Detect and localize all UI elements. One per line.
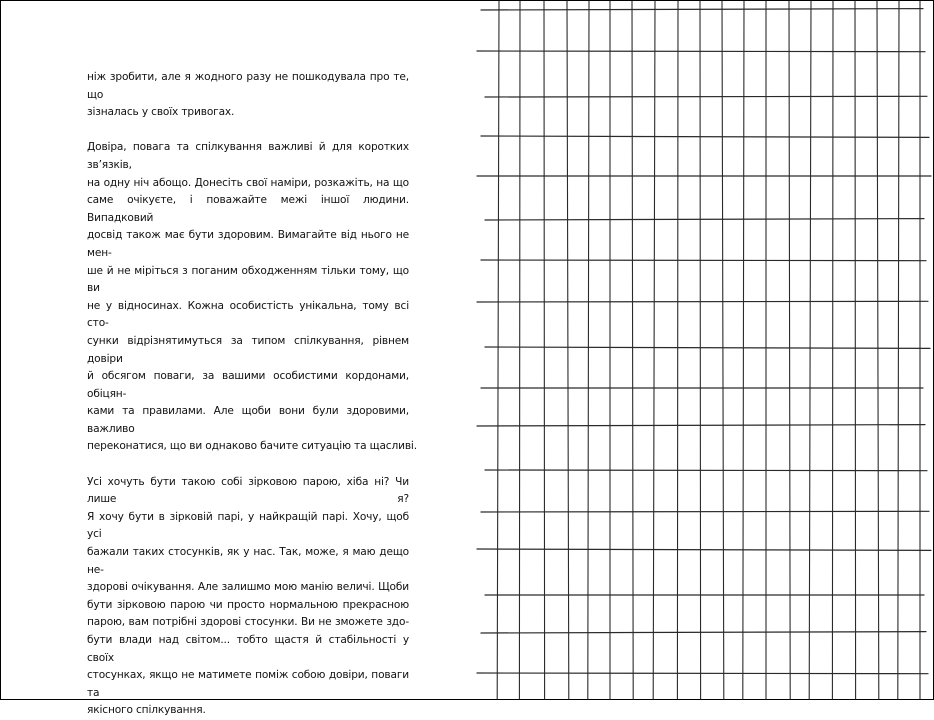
text-line: зізналась у своїх тривогах. [87,106,235,119]
grid-vertical-line [898,1,899,699]
grid-vertical-line [653,1,655,699]
grid-vertical-line [832,1,833,699]
grid-horizontal-line [477,301,928,302]
paragraph-1 [87,69,409,122]
grid-horizontal-line [485,219,924,220]
body-text [87,69,417,720]
left-page [1,1,471,717]
text-line: Я хочу бути в зірковій парі, у найкращій парі. Хочу, щоб усі [87,510,409,541]
grid-horizontal-line [481,136,929,137]
grid-vertical-line [877,1,879,699]
text-line: Усі хочуть бути такою собі зірковою парою, хіба ні? Чи лише я? [87,475,409,506]
grid-vertical-line [789,1,790,699]
grid-horizontal-line [477,51,925,52]
text-line: здорові очікування. Але залишмо мою манію величі. Щоби [87,581,409,594]
grid-vertical-line [809,1,811,699]
text-line: саме очікуєте, і поважайте межі іншої людини. Випадковий [87,194,409,224]
text-line: на одну ніч абощо. Донесіть свої наміри, розкажіть, на що [87,176,409,189]
grid-horizontal-line [485,96,927,97]
text-line: ніж зробити, але я жодного разу не пошкодувала про те, що [87,71,409,101]
grid-horizontal-line [481,632,926,633]
text-line: сунки відрізнятимуться за типом спілкування, рівнем довіри [87,334,409,365]
grid-horizontal-line [477,673,928,674]
grid-vertical-line [677,1,678,699]
paragraph-3 [87,474,409,720]
grid-vertical-line [497,1,499,699]
grid-horizontal-line [481,511,929,512]
text-line: стосунках, якщо не матимете поміж собою довіри, поваги та [87,669,409,699]
grid-vertical-line [567,1,569,699]
text-line: бути зірковою парою чи просто нормальною прекрасною [87,598,409,611]
right-page [471,1,933,699]
grid-vertical-line [519,1,520,699]
grid-vertical-line [722,1,724,699]
grid-vertical-line [743,1,744,699]
text-line: бути влади над світом... тобто щастя й стабільності у своїх [87,634,409,664]
grid-vertical-line [700,1,701,699]
grid-vertical-line [588,1,589,699]
grid-horizontal-line [485,470,927,471]
text-line: якісного спілкування. [87,704,206,717]
paragraph-2 [87,139,417,456]
grid-vertical-line [544,1,545,699]
grid-horizontal-line [481,260,926,261]
grid-vertical-line [855,1,856,699]
text-line: ше й не міріться з поганим обходженням тільки тому, що ви [87,264,409,295]
text-line: ками та правилами. Але щоби вони були здоровими, важливо [87,405,409,435]
text-line: не у відносинах. Кожна особистість унікальна, тому всі сто- [87,299,409,330]
grid-horizontal-line [477,549,931,550]
text-line: бажали таких стосунків, як у нас. Так, може, я маю дещо не- [87,546,409,576]
text-line: Довіра, повага та спілкування важливі й для коротких зв’язків, [87,141,409,171]
text-line: й обсягом поваги, за вашими особистими кордонами, обіцян- [87,370,409,400]
text-line: парою, вам потрібні здорові стосунки. Ви не зможете здо- [87,616,409,629]
hand-drawn-grid [471,1,933,699]
text-line: досвід також має бути здоровим. Вимагайте від нього не мен- [87,229,409,259]
text-line: переконатися, що ви однаково бачите ситуацію та щасливі. [87,440,417,453]
grid-vertical-line [632,1,633,699]
grid-horizontal-line [481,9,923,10]
grid-horizontal-line [485,347,930,348]
